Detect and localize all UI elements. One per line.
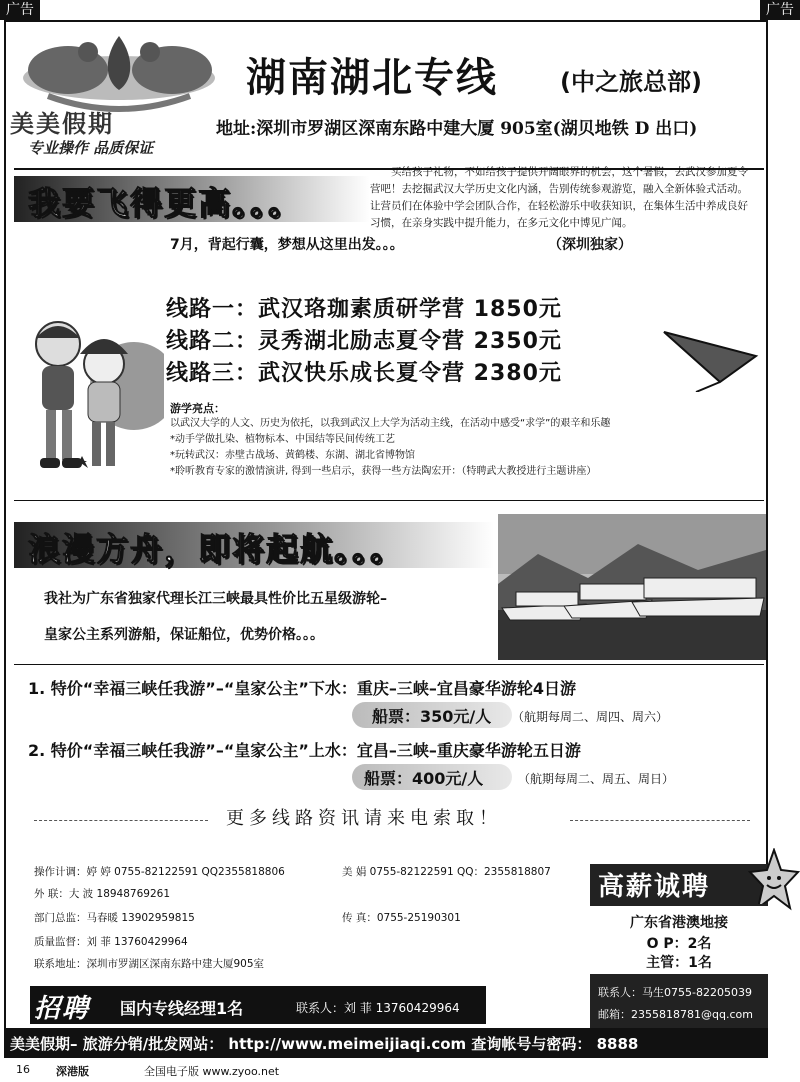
recruit-email: 邮箱：2355818781@qq.com xyxy=(598,1008,753,1021)
contact-row: 质量监督：刘 菲 13760429964 xyxy=(34,936,188,948)
highlight-item: *玩转武汉：赤壁古战场、黄鹤楼、东湖、湖北省博物馆 xyxy=(170,450,415,461)
edition-site: 全国电子版 www.zyoo.net xyxy=(144,1065,280,1078)
brand-slogan: 专业操作 品质保证 xyxy=(28,139,154,157)
cruise-desc-line2: 皇家公主系列游船，保证船位，优势价格。。。 xyxy=(44,627,324,643)
trip-2-schedule: （航期每周二、周五、周日） xyxy=(518,772,675,786)
highlight-item: 以武汉大学的人文、历史为依托，以我到武汉上大学为活动主线，在活动中感受“求学”的艰辛和乐趣 xyxy=(170,418,611,429)
highlight-item: *聆听教育专家的激情演讲, 得到一些启示，获得一些方法陶宏开：（特聘武大教授进行主题讲座） xyxy=(170,466,597,477)
route-2: 线路二：灵秀湖北励志夏令营 2350元 xyxy=(166,329,562,354)
july-line: 7月，背起行囊，梦想从这里出发。。。 xyxy=(170,237,404,253)
highlight-item: *动手学做扎染、植物标本、中国结等民间传统工艺 xyxy=(170,434,395,445)
header-address: 地址:深圳市罗湖区深南东路中建大厦 905室(湖贝地铁 D 出口) xyxy=(216,119,698,139)
star-icon xyxy=(748,848,800,912)
edition-label: 深港版 xyxy=(56,1065,89,1078)
kids-illustration xyxy=(18,310,164,490)
recruit-line: 主管：1名 xyxy=(646,955,712,971)
cruise-desc-line1: 我社为广东省独家代理长江三峡最具性价比五星级游轮– xyxy=(44,591,387,607)
contact-row: 美 娟 0755-82122591 QQ：2355818807 xyxy=(342,866,551,878)
section2-heading: 浪漫方舟，即将起航。。。 xyxy=(28,530,405,568)
brand-name: 美美假期 xyxy=(10,110,114,138)
section1-heading: 我要飞得更高。。。 xyxy=(28,184,303,222)
hiring-job: 国内专线经理1名 xyxy=(120,999,244,1018)
trip-1-schedule: （航期每周二、周四、周六） xyxy=(512,710,669,724)
exclusive-badge: （深圳独家） xyxy=(548,237,632,253)
recruit-contact: 联系人：马生0755-82205039 xyxy=(598,986,752,999)
ad-label-right: 广告 xyxy=(760,0,800,20)
trip-2-ticket: 船票：400元/人 xyxy=(364,769,484,788)
footer-website-line: 美美假期– 旅游分销/批发网站： http://www.meimeijiaqi.com 查询帐号与密码： 8888 xyxy=(10,1035,639,1053)
dashed-line xyxy=(34,820,208,821)
trip-1-ticket: 船票：350元/人 xyxy=(372,707,492,726)
trip-1-title: 1. 特价“幸福三峡任我游”–“皇家公主”下水：重庆–三峡–宜昌豪华游轮4日游 xyxy=(28,679,576,698)
cruise-ship-photo xyxy=(498,514,766,660)
dashed-line xyxy=(570,820,750,821)
page-subtitle: (中之旅总部) xyxy=(560,68,702,96)
recruit-line: O P：2名 xyxy=(646,936,712,952)
contact-row: 联系地址：深圳市罗湖区深南东路中建大厦905室 xyxy=(34,958,265,970)
page-number: 16 xyxy=(16,1063,30,1076)
hiring-big: 招聘 xyxy=(34,994,91,1024)
recruit-line: 广东省港澳地接 xyxy=(630,915,728,931)
contact-row: 外 联：大 波 18948769261 xyxy=(34,888,170,900)
contact-row: 部门总监：马春暖 13902959815 xyxy=(34,912,195,924)
page-title: 湖南湖北专线 xyxy=(246,55,498,101)
highlights-title: 游学亮点： xyxy=(170,402,225,415)
trip-2-title: 2. 特价“幸福三峡任我游”–“皇家公主”上水：宜昌–三峡–重庆豪华游轮五日游 xyxy=(28,741,581,760)
contact-row: 操作计调：婷 婷 0755-82122591 QQ2355818806 xyxy=(34,866,285,878)
more-info-line: 更多线路资讯请来电索取！ xyxy=(226,808,502,829)
hiring-contact: 联系人：刘 菲 13760429964 xyxy=(296,1001,460,1015)
recruit-title: 高薪诚聘 xyxy=(598,872,711,902)
ad-label-left: 广告 xyxy=(0,0,40,20)
route-1: 线路一：武汉珞珈素质研学营 1850元 xyxy=(166,297,562,322)
contact-row: 传 真：0755-25190301 xyxy=(342,912,461,924)
route-3: 线路三：武汉快乐成长夏令营 2380元 xyxy=(166,361,562,386)
kite-illustration xyxy=(660,322,760,392)
divider xyxy=(14,664,764,665)
section1-intro: 买给孩子礼物，不如给孩子提供开阔眼界的机会，这个暑假，去武汉参加夏令营吧！去挖掘武汉大学历史文化内涵，告别传统参观游览，融入全新体验式活动。让营员们在体验中学会团队合作，在轻松游乐中收获知识，在集体生活中养成良好习惯，在亲身实践中提升能力，在多元文化中博见广闻。 xyxy=(370,166,748,229)
divider xyxy=(14,500,764,501)
